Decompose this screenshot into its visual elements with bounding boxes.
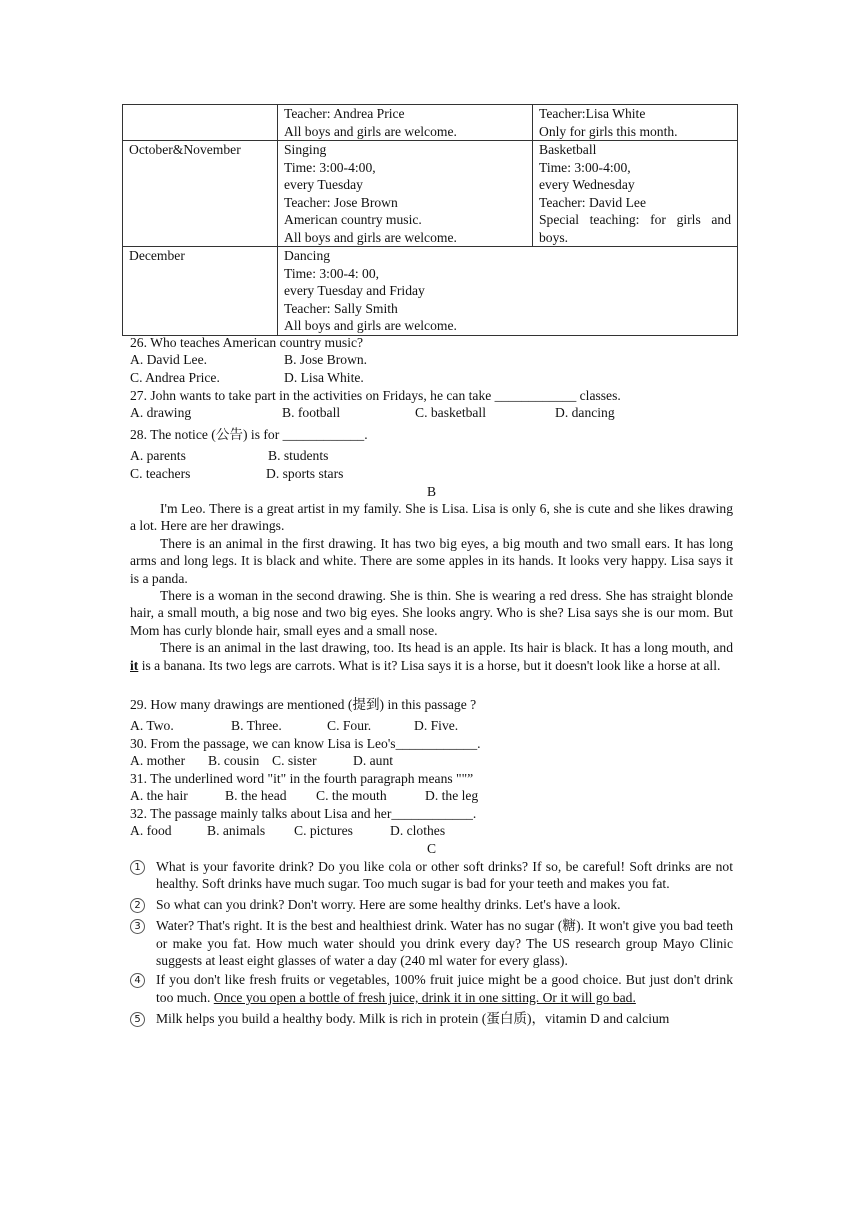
section-c-heading: C: [426, 841, 437, 856]
paragraph: There is an animal in the first drawing. It has two big eyes, a big mouth and two small ears. It has long arms and long legs. It is black and white. There are some apples in its hands. It looks very happy. Lisa says it is a panda.: [130, 535, 733, 586]
paragraph: There is a woman in the second drawing. She is thin. She is wearing a red dress. She has straight blonde hair, a small mouth, a big nose and two big eyes. She looks angry. Who is she? Lisa says she is our mom. But Mom has curly blonde hair, small eyes and a small nose.: [130, 588, 733, 638]
cell-line: Singing: [284, 142, 327, 157]
circled-number: 1: [130, 860, 145, 875]
section-b-heading: B: [426, 484, 437, 499]
circled-number: 2: [130, 898, 145, 913]
table-cell: [123, 141, 278, 247]
option-c: C. teachers: [130, 465, 191, 481]
paragraph-text: What is your favorite drink? Do you like cola or other soft drinks? If so, be careful! Soft drinks are not healthy. Soft drinks have much sugar. Too much sugar is bad for your teeth and makes you fat.: [156, 859, 733, 892]
option-d: D. sports stars: [266, 465, 344, 481]
cell-line: Time: 3:00-4:00,: [539, 159, 631, 175]
table-cell: [278, 105, 533, 141]
numbered-paragraph: [130, 1010, 733, 1027]
numbered-paragraph: [130, 971, 733, 1006]
cell-line: Dancing: [284, 248, 331, 263]
paragraph: I'm Leo. There is a great artist in my family. She is Lisa. Lisa is only 6, she is cute and she likes drawing a lot. Here are her drawings.: [130, 501, 733, 534]
table-cell: [278, 141, 533, 247]
question-stem: 29. How many drawings are mentioned (提到) in this passage ?: [130, 697, 477, 712]
underlined-word: it: [130, 657, 139, 673]
question-stem: 30. From the passage, we can know Lisa is Leo's____________.: [130, 736, 481, 751]
option-d: D. clothes: [390, 823, 446, 839]
cell-line: Teacher: Andrea Price: [284, 106, 405, 121]
cell-line: All boys and girls are welcome.: [284, 229, 457, 245]
question-28: [130, 426, 733, 482]
option-c: C. Andrea Price.: [130, 369, 220, 385]
cell-line: Teacher: David Lee: [539, 194, 646, 210]
circled-number: 4: [130, 973, 145, 988]
cell-line: Teacher: Jose Brown: [284, 194, 398, 210]
table-row: [123, 141, 738, 247]
option-a: A. David Lee.: [130, 352, 208, 368]
numbered-paragraph: [130, 917, 733, 969]
option-b: B. football: [282, 405, 341, 421]
option-b: B. Three.: [231, 718, 282, 734]
circled-number: 5: [130, 1012, 145, 1027]
option-c: C. basketball: [415, 405, 486, 421]
cell-line: All boys and girls are welcome.: [284, 318, 457, 333]
activity-schedule-table: [122, 104, 738, 336]
cell-line: every Tuesday and Friday: [284, 283, 425, 298]
question-27: [130, 387, 733, 422]
paragraph-text: If you don't like fresh fruits or vegetables, 100% fruit juice might be a good choice. But just don't drink too much.: [156, 972, 733, 1005]
option-b: B. cousin: [208, 753, 260, 769]
paragraph-body: [156, 971, 733, 1006]
paragraph-text: So what can you drink? Don't worry. Here are some healthy drinks. Let's have a look.: [156, 896, 621, 912]
option-d: D. aunt: [353, 753, 394, 769]
question-stem: 31. The underlined word "it" in the fourth paragraph means ""”: [130, 771, 474, 786]
cell-line: boys.: [539, 229, 569, 245]
month-label: October&November: [129, 142, 241, 157]
cell-line: Teacher: Sally Smith: [284, 300, 398, 316]
table-cell: [533, 141, 738, 247]
option-b: B. the head: [225, 788, 287, 804]
circled-number: 3: [130, 919, 145, 934]
option-a: A. mother: [130, 753, 186, 769]
table-row: [123, 105, 738, 141]
option-d: D. the leg: [425, 788, 479, 804]
question-29: [130, 696, 733, 735]
question-stem: 26. Who teaches American country music?: [130, 335, 364, 350]
paragraph-text: Water? That's right. It is the best and healthiest drink. Water has no sugar (糖). It won't give you bad teeth or make you fat. How much water should you drink every day? The US research group Mayo Clinic suggests at least eight glasses of water a day (240 ml water for every glass).: [156, 918, 733, 969]
option-a: A. the hair: [130, 788, 188, 804]
question-31: [130, 770, 733, 805]
cell-line: Time: 3:00-4:00,: [284, 159, 376, 175]
cell-line: every Tuesday: [284, 177, 363, 192]
option-d: D. dancing: [555, 405, 615, 421]
option-c: C. sister: [272, 753, 317, 769]
option-a: A. parents: [130, 448, 186, 464]
question-stem: 32. The passage mainly talks about Lisa and her____________.: [130, 806, 477, 821]
cell-line: Basketball: [539, 142, 597, 157]
table-cell: [533, 105, 738, 141]
table-cell: [123, 105, 278, 141]
option-c: C. Four.: [327, 718, 372, 734]
month-label: December: [129, 248, 185, 263]
paragraph: [130, 639, 733, 674]
option-b: B. students: [268, 448, 329, 464]
option-c: C. the mouth: [316, 788, 387, 804]
cell-line: Teacher:Lisa White: [539, 106, 646, 121]
passage-c: [130, 858, 733, 1028]
question-30: [130, 735, 733, 770]
question-stem: 28. The notice (公告) is for ____________.: [130, 427, 368, 442]
cell-line: All boys and girls are welcome.: [284, 123, 457, 139]
cell-line: Time: 3:00-4: 00,: [284, 265, 380, 281]
question-stem: 27. John wants to take part in the activities on Fridays, he can take ____________ classes.: [130, 388, 621, 403]
numbered-paragraph: [130, 858, 733, 893]
schedule-table-area: [122, 104, 738, 336]
cell-line: every Wednesday: [539, 177, 635, 192]
paragraph-text: Milk helps you build a healthy body. Milk is rich in protein (蛋白质)，vitamin D and calcium: [156, 1011, 670, 1027]
option-d: D. Lisa White.: [284, 369, 364, 385]
option-a: A. food: [130, 823, 172, 839]
paragraph-text: is a banana. Its two legs are carrots. What is it? Lisa says it is a horse, but it doesn't look like a horse at all.: [138, 657, 721, 673]
question-26: [130, 334, 733, 386]
option-d: D. Five.: [414, 718, 459, 734]
cell-line: Only for girls this month.: [539, 123, 678, 139]
cell-line: Special teaching: for girls and: [539, 212, 731, 227]
question-32: [130, 805, 733, 840]
option-c: C. pictures: [294, 823, 353, 839]
numbered-paragraph: [130, 896, 733, 913]
table-cell: [278, 247, 738, 336]
cell-line: American country music.: [284, 212, 422, 227]
underlined-sentence: Once you open a bottle of fresh juice, drink it in one sitting. Or it will go bad.: [213, 989, 636, 1005]
option-b: B. animals: [207, 823, 266, 839]
table-cell: [123, 247, 278, 336]
option-a: A. Two.: [130, 718, 174, 734]
option-a: A. drawing: [130, 405, 192, 421]
paragraph-text: There is an animal in the last drawing, too. Its head is an apple. Its hair is black. It has a long mouth, and: [160, 640, 733, 656]
table-row: [123, 247, 738, 336]
passage-b: [130, 500, 733, 674]
option-b: B. Jose Brown.: [284, 352, 368, 368]
